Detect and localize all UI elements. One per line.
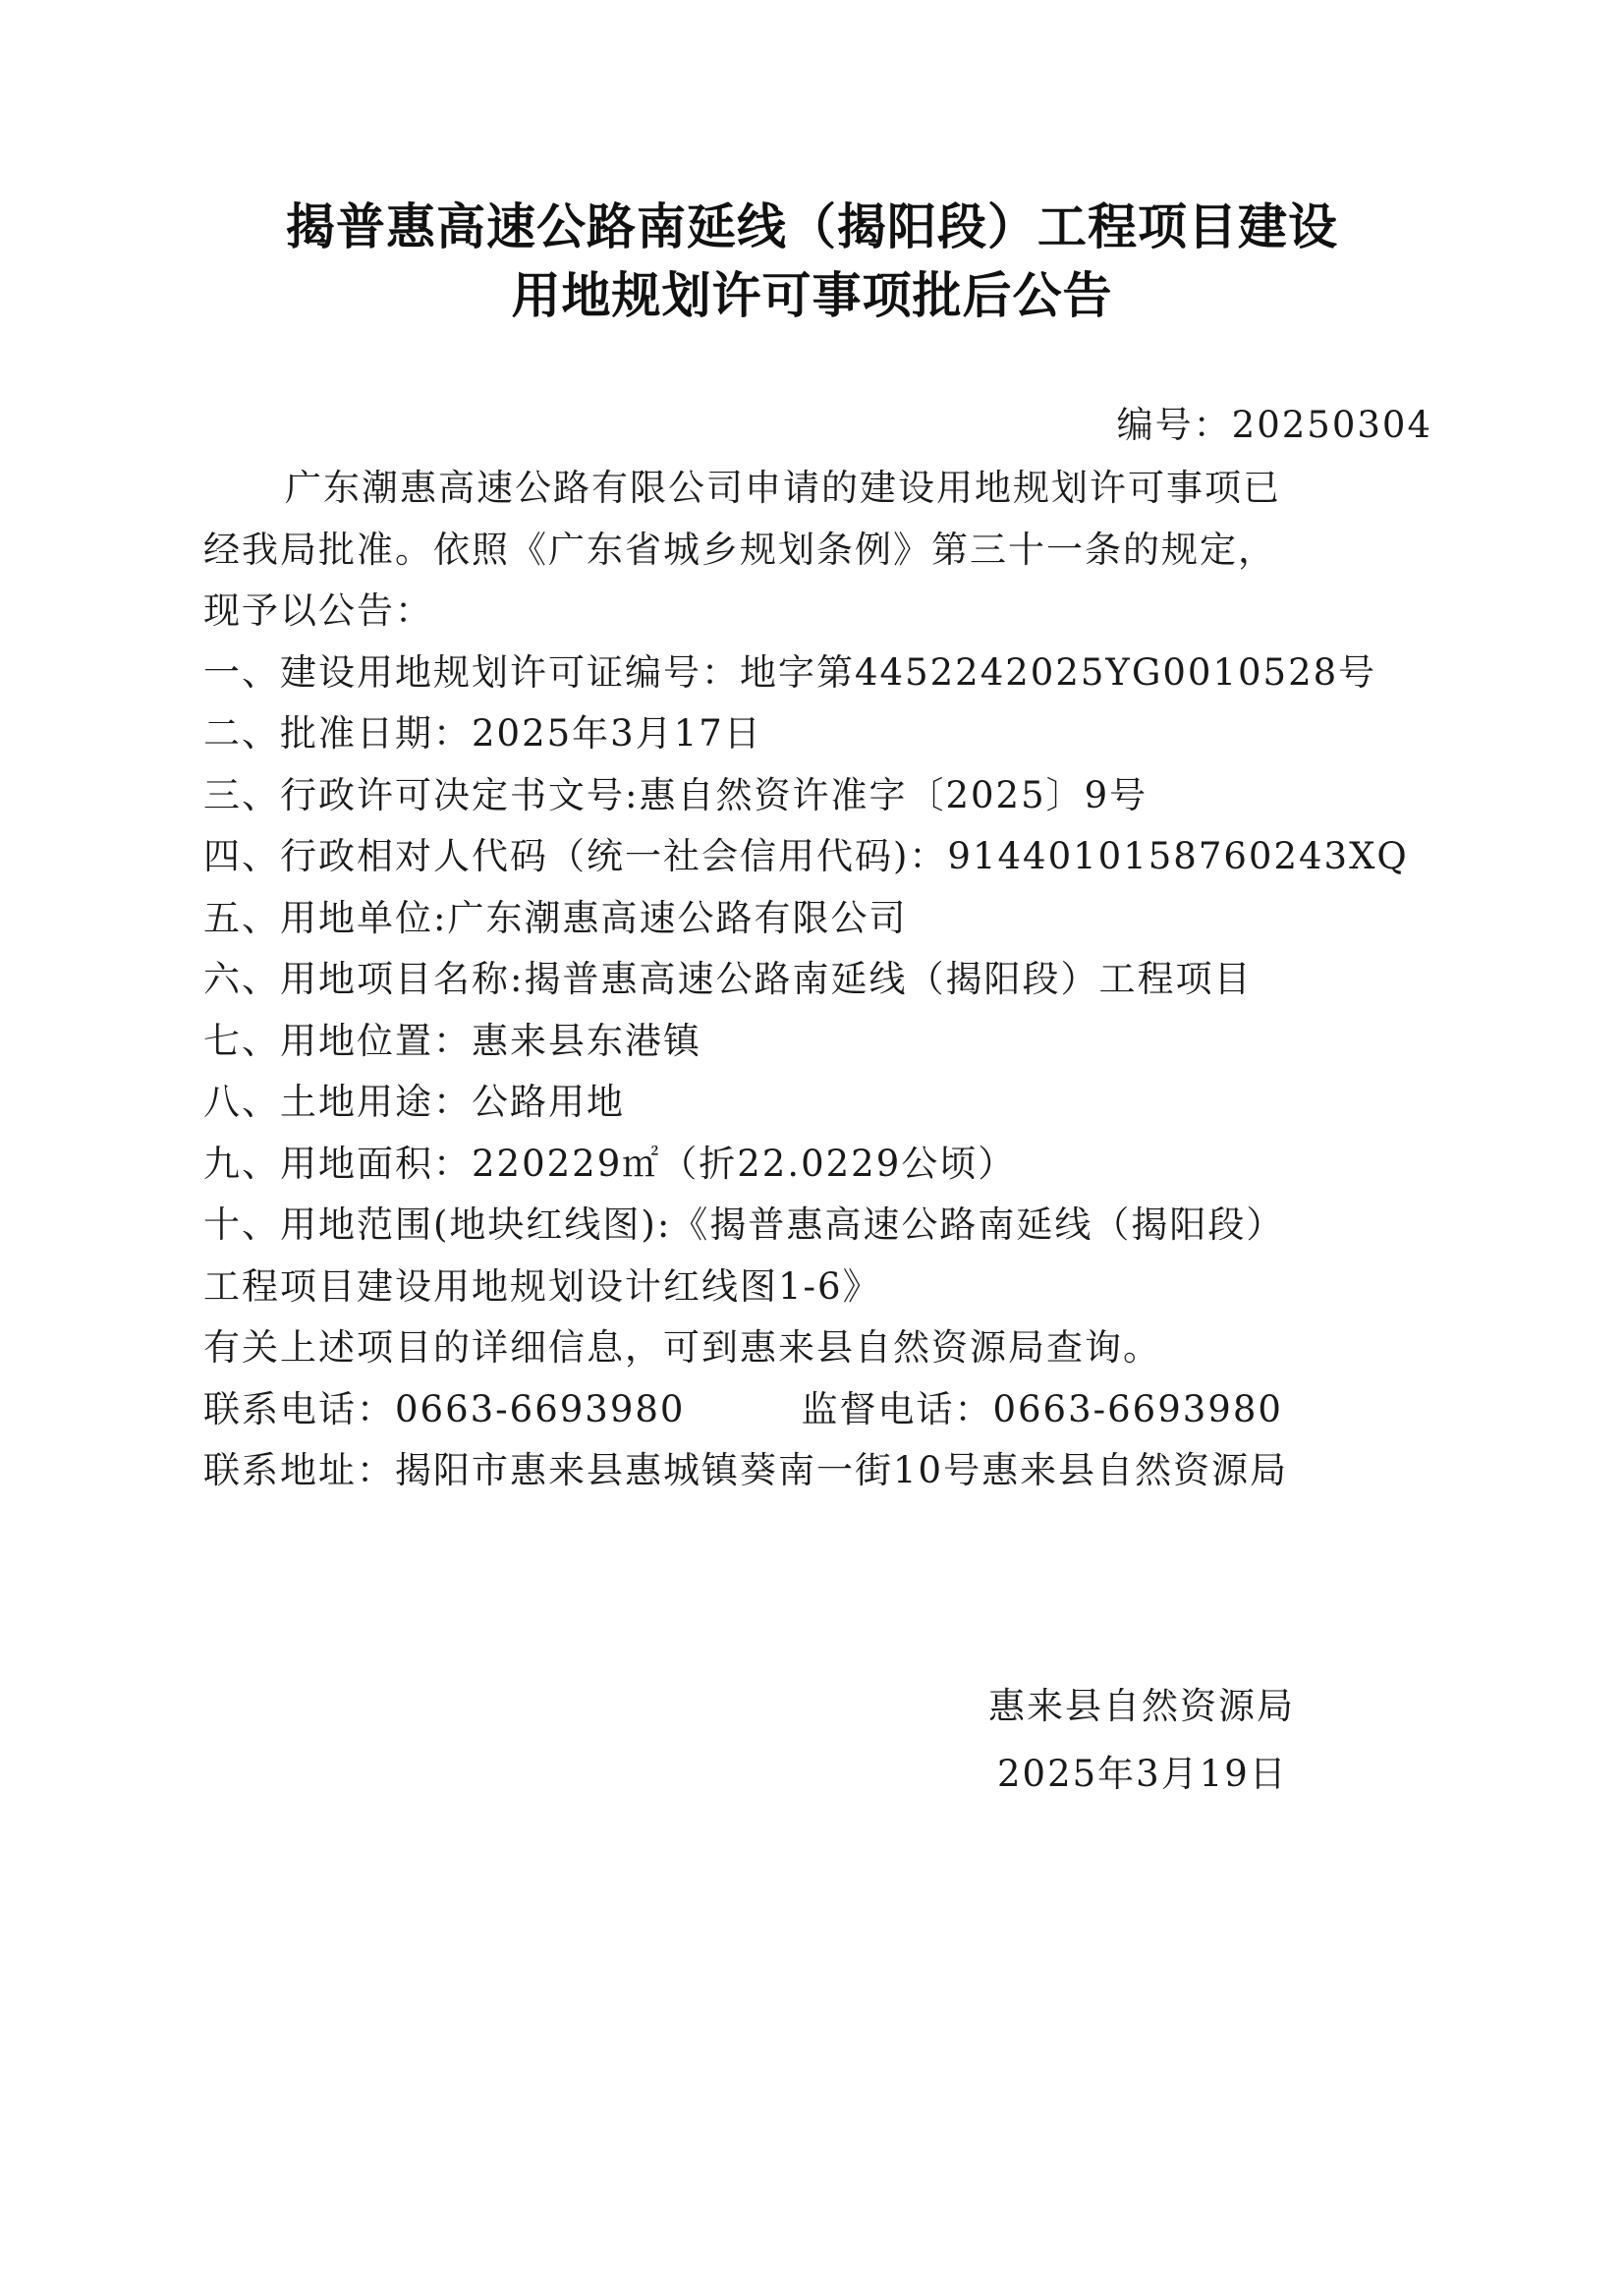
item-land-area: 九、用地面积：220229㎡（折22.0229公顷） bbox=[203, 1143, 1017, 1185]
contact-phones bbox=[203, 1385, 1283, 1434]
item-decision-number: 三、行政许可决定书文号:惠自然资许准字〔2025〕9号 bbox=[203, 774, 1148, 816]
item-project-name: 六、用地项目名称:揭普惠高速公路南延线（揭阳段）工程项目 bbox=[203, 958, 1253, 1000]
contact-phone: 联系电话：0663-6693980 bbox=[203, 1388, 686, 1430]
contact-address: 联系地址：揭阳市惠来县惠城镇葵南一街10号惠来县自然资源局 bbox=[203, 1449, 1289, 1491]
supervision-phone: 监督电话：0663-6693980 bbox=[801, 1388, 1283, 1430]
item-land-scope-continued: 工程项目建设用地规划设计红线图1-6》 bbox=[203, 1265, 881, 1308]
title-line-2: 用地规划许可事项批后公告 bbox=[511, 267, 1113, 324]
item-license-number: 一、建设用地规划许可证编号：地字第4452242025YG0010528号 bbox=[203, 651, 1377, 694]
item-land-unit: 五、用地单位:广东潮惠高速公路有限公司 bbox=[203, 897, 908, 939]
item-location: 七、用地位置：惠来县东港镇 bbox=[203, 1020, 701, 1062]
item-credit-code: 四、行政相对人代码（统一社会信用代码)：9144010158760243XQ bbox=[203, 835, 1409, 877]
item-land-use: 八、土地用途：公路用地 bbox=[203, 1081, 625, 1123]
signature-organization: 惠来县自然资源局 bbox=[988, 1685, 1295, 1727]
item-approval-date: 二、批准日期：2025年3月17日 bbox=[203, 712, 762, 755]
intro-line-2: 经我局批准。依照《广东省城乡规划条例》第三十一条的规定， bbox=[203, 529, 1276, 571]
intro-line-1: 广东潮惠高速公路有限公司申请的建设用地规划许可事项已 bbox=[285, 467, 1281, 509]
item-land-scope: 十、用地范围(地块红线图):《揭普惠高速公路南延线（揭阳段） bbox=[203, 1203, 1285, 1246]
document-number: 编号：20250304 bbox=[1116, 404, 1432, 446]
intro-line-3: 现予以公告： bbox=[203, 589, 433, 632]
title-line-1: 揭普惠高速公路南延线（揭阳段）工程项目建设 bbox=[286, 198, 1338, 255]
inquiry-note: 有关上述项目的详细信息，可到惠来县自然资源局查询。 bbox=[203, 1326, 1161, 1369]
signature-date: 2025年3月19日 bbox=[997, 1753, 1288, 1795]
